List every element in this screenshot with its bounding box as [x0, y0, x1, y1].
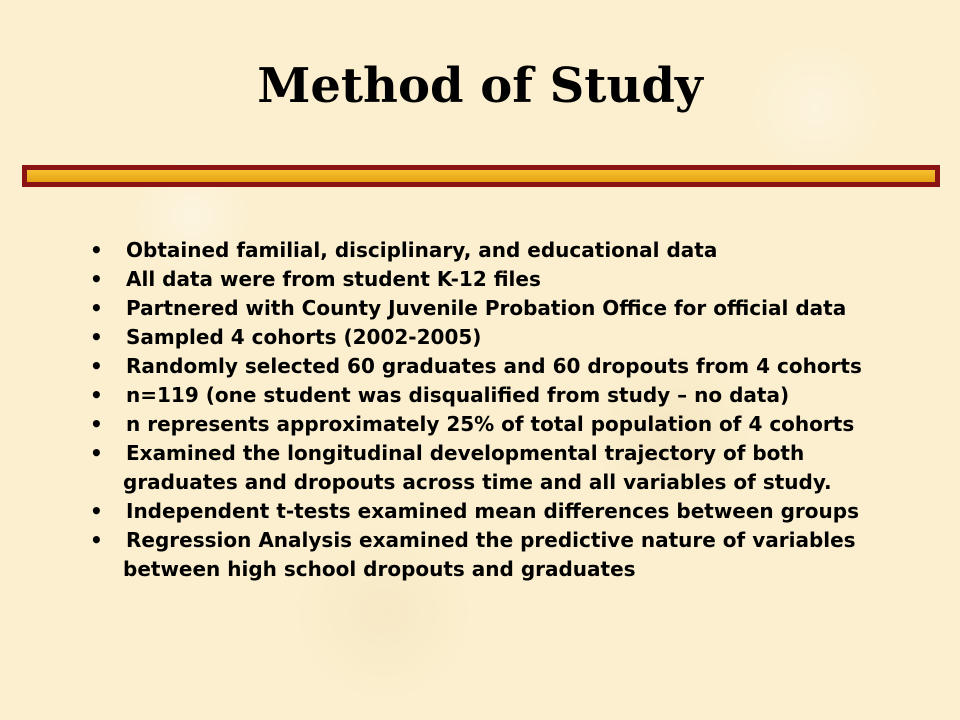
bullet-icon: • — [90, 528, 103, 552]
bullet-item — [90, 410, 950, 439]
title-divider-fill — [27, 170, 935, 182]
bullet-icon: • — [90, 325, 103, 349]
bullet-text: Independent t-tests examined mean differences between groups — [126, 499, 859, 523]
bullet-text: Regression Analysis examined the predictive nature of variables — [126, 528, 856, 552]
bullet-item — [90, 265, 950, 294]
bullet-icon: • — [90, 238, 103, 262]
bullet-item — [90, 294, 950, 323]
slide-title: Method of Study — [257, 58, 703, 114]
bullet-item — [90, 497, 950, 526]
bullet-text: Obtained familial, disciplinary, and educational data — [126, 238, 718, 262]
bullet-icon: • — [90, 412, 103, 436]
bullet-text: n=119 (one student was disqualified from study – no data) — [126, 383, 790, 407]
bullet-text: n represents approximately 25% of total population of 4 cohorts — [126, 412, 855, 436]
bullet-text: Partnered with County Juvenile Probation Office for official data — [126, 296, 847, 320]
bullet-icon: • — [90, 267, 103, 291]
bullet-text: Examined the longitudinal developmental trajectory of both — [126, 441, 805, 465]
bullet-item — [90, 323, 950, 352]
bullet-item — [90, 381, 950, 410]
bullet-item — [90, 439, 950, 497]
bullet-continuation: between high school dropouts and graduates — [123, 557, 636, 581]
bullet-icon: • — [90, 441, 103, 465]
bullet-icon: • — [90, 296, 103, 320]
bullet-continuation: graduates and dropouts across time and all variables of study. — [123, 470, 832, 494]
bullet-item — [90, 236, 950, 265]
bullet-icon: • — [90, 499, 103, 523]
bullet-text: Sampled 4 cohorts (2002-2005) — [126, 325, 482, 349]
bullet-text: Randomly selected 60 graduates and 60 dropouts from 4 cohorts — [126, 354, 862, 378]
bullet-item — [90, 526, 950, 584]
bullet-text: All data were from student K-12 files — [126, 267, 541, 291]
bullet-icon: • — [90, 354, 103, 378]
title-divider — [22, 165, 940, 187]
bullet-icon: • — [90, 383, 103, 407]
bullet-item — [90, 352, 950, 381]
bullet-list — [90, 236, 950, 584]
